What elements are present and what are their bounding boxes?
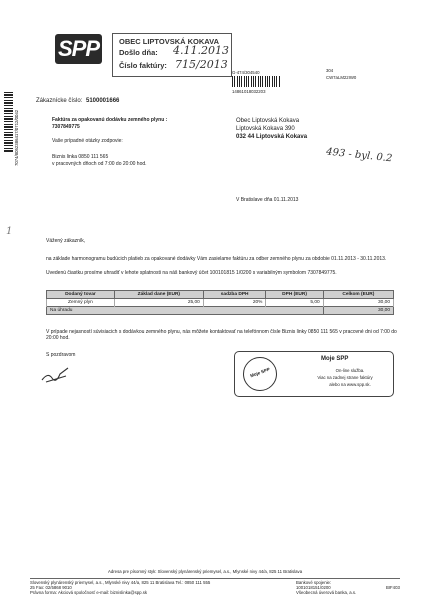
paragraph-3: V prípade nejasností súvisiacich s dodávkou zemného plynu, nás môžete kontaktovať na telefónnom čísle Biznis linky 0850 111 565 v pracovné dni od 7:00 do 20:00 hod. — [46, 329, 397, 342]
total-label: Na úhradu — [47, 307, 324, 315]
salutation: Vážený zákazník, — [46, 238, 86, 244]
col-base: Základ dane (EUR) — [114, 291, 203, 299]
document-code-right2: CW7aLM22IW0 — [326, 75, 357, 80]
col-goods: Dodaný tovar — [47, 291, 115, 299]
moje-spp-stamp: Moje SPP — [243, 357, 277, 391]
footer-left1: Slovenský plynárenský priemysel, a.s., Mlynské nivy 44/a, 825 11 Bratislava Tel.: 0850 111 555 — [30, 580, 211, 585]
footer-code: BIF403 — [386, 585, 400, 590]
customer-number-label: Zákaznícke číslo: — [36, 98, 83, 104]
barcode — [232, 76, 280, 87]
cell-base: 25,00 — [114, 299, 203, 307]
footer-left2: 25 Fax: 02/5868 9010 — [30, 585, 72, 590]
vertical-barcode — [4, 92, 13, 152]
col-vat: DPH (EUR) — [266, 291, 323, 299]
handwritten-note: 493 - byl. 0.2 — [325, 146, 393, 165]
contact-line1: Biznis linka 0850 111 565 — [52, 154, 109, 160]
footer-divider — [30, 578, 400, 579]
footer-top-line: Adresa pre písomný styk: Slovenský plynárenský priemysel, a.s., Mlynské nivy 44/a, 825 11 Bratislava — [108, 569, 303, 574]
document-code-right: 304 — [326, 68, 334, 73]
cell-vat: 5,00 — [266, 299, 323, 307]
moje-spp-line1: On-line služba. — [335, 368, 365, 373]
col-vat-rate: sadzba DPH — [203, 291, 266, 299]
stamp-received-value: 4.11.2013 — [173, 44, 229, 57]
moje-spp-line2: Viac na zadnej strane faktúry — [317, 375, 373, 380]
moje-spp-title: Moje SPP — [321, 356, 349, 362]
customer-number-value: 5100001666 — [86, 98, 120, 104]
address-line1: Obec Liptovská Kokava — [236, 118, 300, 124]
paragraph-2: Uvedenú čiastku prosíme uhradiť v lehote splatnosti na náš bankový účet 100101815 1/0200 s variabilným symbolom 7307849775. — [46, 270, 337, 276]
barcode-number: 14861018032203 — [232, 89, 266, 94]
received-stamp — [112, 33, 232, 77]
invoice-title: Faktúra za opakovanú dodávku zemného plynu : — [52, 117, 168, 123]
spp-logo: SPP — [55, 34, 102, 64]
moje-spp-line3: alebo na www.spp.sk. — [329, 382, 371, 387]
contact-line2: v pracovných dňoch od 7:00 do 20:00 hod. — [52, 161, 147, 167]
invoice-number: 7307849775 — [52, 124, 80, 130]
cell-total: 30,00 — [323, 299, 393, 307]
vertical-code: 7074/8052386417/0712/0042 — [14, 109, 19, 166]
margin-mark: 1 — [6, 226, 13, 237]
table-total-row — [47, 307, 394, 315]
closing: S pozdravom — [46, 352, 76, 358]
table-header-row — [47, 291, 394, 299]
col-total: Celkom (EUR) — [323, 291, 393, 299]
signature — [40, 366, 70, 384]
stamp-invoice-value: 715/2013 — [175, 58, 228, 71]
cell-vat-rate: 20% — [203, 299, 266, 307]
document-code-left: G-474/304540 — [232, 70, 260, 75]
stamp-received-label: Došlo dňa: — [119, 48, 158, 57]
paragraph-1: na základe harmonogramu budúcich platieb za opakované dodávky Vám zasielame faktúru za odber zemného plynu za obdobie 01.11.2013 - 30.11.2013. — [46, 256, 387, 262]
footer-left3: Právna forma: Akciová spoločnosť e-mail: biznislinka@spp.sk — [30, 590, 148, 595]
table-row — [47, 299, 394, 307]
date-line: V Bratislave dňa 01.11.2013 — [236, 197, 299, 203]
contact-intro: Vaše prípadné otázky zodpovie: — [52, 138, 123, 144]
address-line2: Liptovská Kokava 390 — [236, 126, 295, 132]
invoice-table — [46, 290, 394, 315]
cell-goods: Zemný plyn — [47, 299, 115, 307]
footer-right3: Všeobecná úverová banka, a.s. — [296, 590, 357, 595]
stamp-title: OBEC LIPTOVSKÁ KOKAVA — [119, 37, 220, 46]
moje-spp-box — [234, 351, 394, 397]
total-value: 30,00 — [323, 307, 393, 315]
address-line3: 032 44 Liptovská Kokava — [236, 134, 308, 140]
footer-right1: Bankové spojenie: — [296, 580, 332, 585]
footer-right2: 1001018151/0200 — [296, 585, 331, 590]
stamp-invoice-label: Číslo faktúry: — [119, 61, 167, 70]
